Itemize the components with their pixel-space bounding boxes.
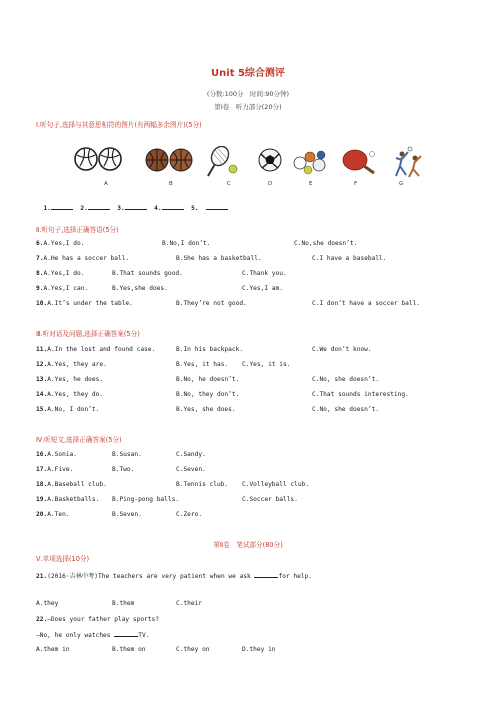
q6-option-b: B.No,I don’t. — [162, 240, 211, 247]
picture-label: E — [309, 181, 313, 187]
q19-option-b: B.Ping-pong balls. — [112, 496, 180, 503]
picture-label: B — [169, 181, 173, 187]
q13-option-c: C.No, she doesn’t. — [312, 376, 380, 383]
q12-option-b: B.Yes, it has. — [176, 361, 229, 368]
picture-label: C — [227, 181, 231, 187]
q17-option-b: B.Two. — [112, 466, 135, 473]
q14-option-b: B.No, they don’t. — [176, 391, 240, 398]
q20-option-b: B.Seven. — [112, 511, 142, 518]
q22-option-d: D.they in — [242, 646, 276, 653]
q6-option-c: C.No,she doesn’t. — [294, 240, 358, 247]
q8-option-b: B.That sounds good. — [112, 270, 183, 277]
picture-label: G — [399, 181, 404, 187]
question-8: 8.A.Yes,I do. — [36, 270, 85, 277]
q21-option-c: C.their — [176, 600, 203, 607]
q13-option-b: B.No, he doesn’t. — [176, 376, 240, 383]
question-7: 7.A.He has a soccer ball. — [36, 255, 130, 262]
q16-option-b: B.Susan. — [112, 451, 142, 458]
picture-label: A — [104, 181, 108, 187]
question-20: 20.A.Ten. — [36, 511, 70, 518]
part-two-heading: 第Ⅱ卷 笔试部分(80分) — [213, 541, 283, 549]
picture-label: D — [268, 181, 273, 187]
picture-label: F — [354, 181, 358, 187]
section-4-heading: Ⅳ.听短文,选择正确答案(5分) — [36, 436, 122, 444]
question-17: 17.A.Five. — [36, 466, 74, 473]
q19-option-c: C.Soccer balls. — [242, 496, 298, 503]
question-15: 15.A.No, I don’t. — [36, 406, 100, 413]
ping-pong-icon — [343, 150, 375, 173]
q12-option-c: C.Yes, it is. — [242, 361, 291, 368]
q11-option-b: B.In his backpack. — [176, 346, 244, 353]
answer-blank[interactable] — [254, 572, 278, 578]
q22-reply: —No, he only watches TV. — [36, 632, 150, 639]
question-12: 12.A.Yes, they are. — [36, 361, 107, 368]
answer-blank[interactable] — [206, 204, 228, 210]
answer-blank[interactable] — [51, 204, 73, 210]
q18-option-b: B.Tennis club. — [176, 481, 229, 488]
part-one-heading: 第Ⅰ卷 听力部分(20分) — [214, 103, 282, 111]
volleyball-players-icon — [396, 147, 421, 177]
q20-option-c: C.Zero. — [176, 511, 203, 518]
q18-option-c: C.Volleyball club. — [242, 481, 310, 488]
question-22: 22.—Does your father play sports? — [36, 616, 159, 623]
q22-option-c: C.they on — [176, 646, 210, 653]
question-9: 9.A.Yes,I can. — [36, 285, 89, 292]
q22-option-a: A.them in — [36, 646, 70, 653]
page-title: Unit 5综合测评 — [211, 68, 285, 79]
question-13: 13.A.Yes, he does. — [36, 376, 104, 383]
answer-blank[interactable] — [125, 204, 147, 210]
basketball-icon — [146, 149, 192, 171]
q9-option-b: B.Yes,she does. — [112, 285, 168, 292]
tennis-racket-icon — [208, 146, 237, 176]
question-18: 18.A.Baseball club. — [36, 481, 107, 488]
sports-balls-icon — [294, 151, 325, 174]
q11-option-c: C.We don’t know. — [312, 346, 372, 353]
soccer-ball-icon — [259, 149, 281, 171]
section-3-heading: Ⅲ.听对话及问题,选择正确答案(5分) — [36, 330, 140, 338]
answer-blanks: 1. 2. 3. 4. 5. — [36, 197, 228, 212]
answer-blank[interactable] — [114, 631, 138, 637]
q14-option-c: C.That sounds interesting. — [312, 391, 409, 398]
question-6: 6.A.Yes,I do. — [36, 240, 85, 247]
section-5-heading: Ⅴ.单项选择(10分) — [36, 555, 90, 563]
question-19: 19.A.Basketballs. — [36, 496, 100, 503]
question-11: 11.A.In the lost and found case. — [36, 346, 156, 353]
q7-option-c: C.I have a baseball. — [312, 255, 387, 262]
answer-blank[interactable] — [88, 204, 110, 210]
volleyball-icon — [75, 148, 121, 170]
q8-option-c: C.Thank you. — [242, 270, 287, 277]
picture-strip — [72, 146, 432, 182]
q7-option-b: B.She has a basketball. — [176, 255, 262, 262]
q15-option-b: B.Yes, she does. — [176, 406, 236, 413]
q16-option-c: C.Sandy. — [176, 451, 206, 458]
q9-option-c: C.Yes,I am. — [242, 285, 283, 292]
q21-option-b: B.them — [112, 600, 135, 607]
question-14: 14.A.Yes, they do. — [36, 391, 104, 398]
question-10: 10.A.It’s under the table. — [36, 300, 133, 307]
section-2-heading: Ⅱ.听句子,选择正确答语(5分) — [36, 226, 119, 234]
answer-blank[interactable] — [162, 204, 184, 210]
q15-option-c: C.No, she doesn’t. — [312, 406, 380, 413]
question-16: 16.A.Sonia. — [36, 451, 77, 458]
q17-option-c: C.Seven. — [176, 466, 206, 473]
q10-option-b: B.They’re not good. — [176, 300, 247, 307]
q22-option-b: B.them on — [112, 646, 146, 653]
score-time: (分数:100分 时间:90分钟) — [206, 90, 290, 98]
question-21: 21.(2016·吉林中考)The teachers are very patient when we ask for help. — [36, 573, 313, 580]
section-1-heading: Ⅰ.听句子,选择与其意思相符的图片(有两幅多余图片)(5分) — [36, 121, 202, 129]
q21-option-a: A.they — [36, 600, 59, 607]
q10-option-c: C.I don’t have a soccer ball. — [312, 300, 421, 307]
